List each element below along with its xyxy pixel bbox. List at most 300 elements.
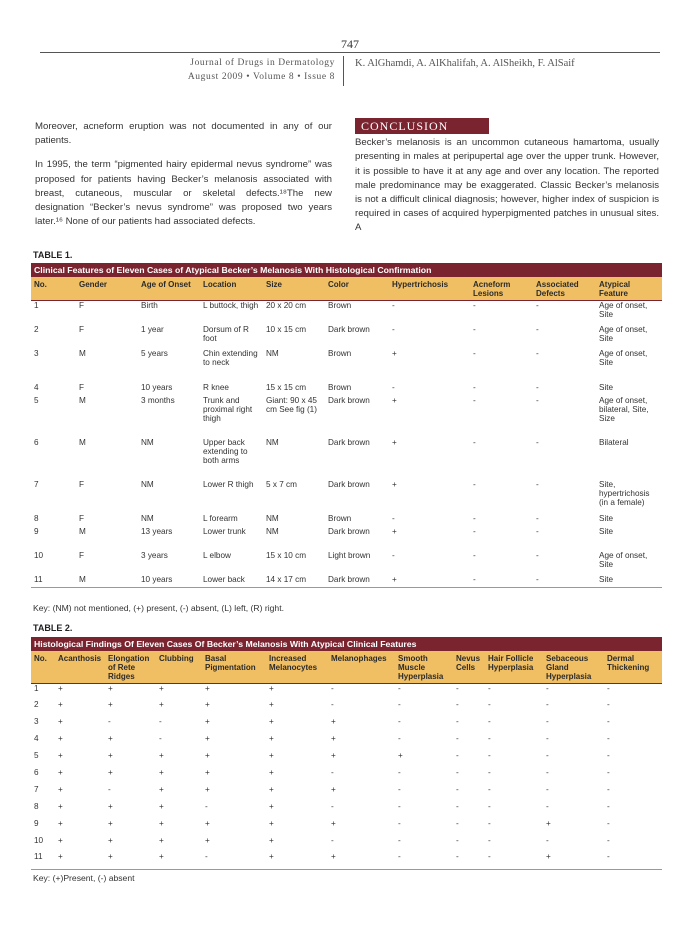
table-cell: - (456, 818, 459, 828)
table-cell: + (331, 818, 336, 828)
table2-label: TABLE 2. (33, 623, 73, 633)
table-cell: + (58, 818, 63, 828)
table-cell: - (392, 513, 395, 523)
table-cell: Trunk and proximal right thigh (203, 395, 253, 423)
table-cell: + (269, 734, 274, 744)
table-cell: + (546, 818, 551, 828)
table-cell: - (607, 717, 610, 727)
table-cell: - (546, 835, 549, 845)
table-cell: + (108, 767, 113, 777)
table-cell: - (546, 700, 549, 710)
table-row (31, 396, 662, 438)
table-cell: Site, hypertrichosis (in a female) (599, 479, 650, 507)
table-cell: 15 x 15 cm (266, 382, 307, 392)
table-cell: 10 x 15 cm (266, 324, 307, 334)
table-cell: 9 (34, 526, 39, 536)
table-cell: + (156, 852, 202, 869)
table-cell: - (536, 348, 539, 358)
table-cell: - (398, 784, 401, 794)
table-cell: + (55, 852, 105, 869)
table1-header-row (31, 277, 662, 301)
table-cell: + (392, 348, 397, 358)
table-cell: + (392, 437, 397, 447)
table-cell: F (79, 301, 85, 310)
table-cell: - (546, 784, 549, 794)
table-cell: Age of onset, bilateral, Site, Size (599, 395, 649, 423)
table-cell: + (269, 717, 274, 727)
table-cell: NM (266, 437, 279, 447)
table-cell: - (607, 784, 610, 794)
table-cell: - (607, 835, 610, 845)
table-cell: + (266, 852, 328, 869)
column-header: Increased Melanocytes (266, 651, 328, 684)
table-row (31, 836, 662, 853)
table-cell: M (79, 437, 86, 447)
table-cell: Age of onset, Site (599, 550, 648, 569)
table-cell: - (473, 382, 476, 392)
table-cell: 2 (34, 700, 39, 710)
table-cell: NM (141, 479, 154, 489)
table-cell: 6 (34, 767, 39, 777)
table-cell: + (58, 734, 63, 744)
table-cell: - (456, 734, 459, 744)
table-cell: NM (266, 526, 279, 536)
table-cell: Chin extending to neck (203, 348, 258, 367)
table-cell: + (269, 801, 274, 811)
table-cell: - (536, 301, 539, 310)
table-cell: 10 (34, 835, 44, 845)
table-cell: - (473, 550, 476, 560)
table-cell: 10 years (138, 575, 200, 588)
left-column (35, 120, 332, 239)
column-header: Age of Onset (138, 277, 200, 301)
table1 (31, 263, 662, 588)
column-header: Associated Defects (533, 277, 596, 301)
table-cell: - (473, 526, 476, 536)
table-cell: - (488, 784, 491, 794)
table-cell: - (607, 751, 610, 761)
table-cell: - (456, 767, 459, 777)
table-cell: + (58, 751, 63, 761)
table-row (31, 575, 662, 588)
table-cell: - (546, 717, 549, 727)
table-cell: - (536, 382, 539, 392)
table-cell: Brown (328, 348, 352, 358)
table-row (31, 301, 662, 325)
table-cell: 5 (34, 751, 39, 761)
table-cell: - (488, 801, 491, 811)
table-cell: - (546, 767, 549, 777)
table-cell: + (398, 751, 403, 761)
table-cell: Lower trunk (203, 526, 246, 536)
table-cell: - (331, 801, 334, 811)
column-header: Smooth Muscle Hyperplasia (395, 651, 453, 684)
header-rule (40, 52, 660, 53)
table-cell: + (205, 684, 210, 693)
table-cell: + (205, 751, 210, 761)
table-cell: + (58, 835, 63, 845)
table-cell: L elbow (203, 550, 231, 560)
table-cell: + (392, 479, 397, 489)
column-header: No. (31, 277, 76, 301)
table-row (31, 325, 662, 349)
column-header: Dermal Thickening (604, 651, 662, 684)
table-cell: - (473, 348, 476, 358)
table-cell: - (536, 513, 539, 523)
table-cell: 3 months (141, 395, 175, 405)
table-cell: 4 (34, 382, 39, 392)
table-cell: + (58, 801, 63, 811)
table-cell: M (79, 348, 86, 358)
table-cell: - (392, 550, 395, 560)
table-cell: Brown (328, 382, 352, 392)
table-cell: - (398, 767, 401, 777)
column-header: Gender (76, 277, 138, 301)
table-cell: - (604, 852, 662, 869)
table-cell: L forearm (203, 513, 238, 523)
table-cell: - (488, 835, 491, 845)
column-header: Color (325, 277, 389, 301)
table-cell: + (331, 784, 336, 794)
table-cell: 20 x 20 cm (266, 301, 307, 310)
table-cell: - (488, 818, 491, 828)
table-cell: - (473, 395, 476, 405)
table-cell: + (331, 734, 336, 744)
table-cell: - (456, 717, 459, 727)
table-cell: + (108, 700, 113, 710)
table-cell: - (533, 575, 596, 588)
table-cell: + (205, 835, 210, 845)
table-cell: + (159, 767, 164, 777)
table-cell: Dark brown (328, 395, 370, 405)
table-cell: - (395, 852, 453, 869)
table-row (31, 751, 662, 768)
conclusion-paragraph: Becker’s melanosis is an uncommon cutaneous hamartoma, usually presenting in males at peripupertal age over the upper trunk. However, it is possible to have it at any age and over any location. The reported male predominance may be exaggerated. Classic Becker’s melanosis is not a difficult clinical diagnosis; however, higher index of suspicion is required in cases of acquired hyperpigmented patches in unusual sites. A (355, 137, 659, 234)
table-row (31, 514, 662, 527)
table-cell: F (79, 550, 85, 560)
conclusion-heading: CONCLUSION (355, 118, 489, 134)
table-row (31, 700, 662, 717)
table-cell: - (470, 575, 533, 588)
table-cell: + (205, 767, 210, 777)
table-cell: + (392, 395, 397, 405)
table-cell: 14 x 17 cm (263, 575, 325, 588)
table-cell: 11 (31, 575, 76, 588)
table-cell: Dark brown (328, 437, 370, 447)
table-cell: 7 (34, 479, 39, 489)
table-cell: Bilateral (599, 437, 629, 447)
table-cell: - (108, 784, 111, 794)
body-paragraph: In 1995, the term “pigmented hairy epidermal nevus syndrome” was proposed for patients having Becker’s melanosis associated with breast, cutaneous, muscular or skeletal defects.¹⁸The new designation “Becker’s nevus syndrome” was proposed two years later.¹⁶ None of our patients had associated defects. (35, 159, 332, 228)
table-cell: - (456, 801, 459, 811)
table-cell: - (392, 301, 395, 310)
table-cell: M (79, 395, 86, 405)
table-cell: - (473, 437, 476, 447)
column-header: Location (200, 277, 263, 301)
table-cell: + (328, 852, 395, 869)
table-cell: - (392, 382, 395, 392)
table-cell: Giant: 90 x 45 cm See fig (1) (266, 395, 317, 414)
table-cell: - (392, 324, 395, 334)
table-cell: R knee (203, 382, 229, 392)
table-cell: Lower back (200, 575, 263, 588)
table-cell: - (331, 835, 334, 845)
table-cell: - (331, 767, 334, 777)
table-cell: F (79, 324, 85, 334)
table-cell: - (607, 818, 610, 828)
table-cell: - (159, 734, 162, 744)
table-cell: - (205, 801, 208, 811)
table-cell: - (488, 717, 491, 727)
table1-grid (31, 277, 662, 588)
table-cell: 1 year (141, 324, 164, 334)
table-cell: Site (599, 513, 614, 523)
table-cell: + (159, 700, 164, 710)
table-cell: Birth (141, 301, 158, 310)
table-cell: 1 (34, 684, 39, 693)
table-row (31, 852, 662, 869)
column-header: Sebaceous Gland Hyperplasia (543, 651, 604, 684)
table-cell: Upper back extending to both arms (203, 437, 248, 465)
table-cell: 2 (34, 324, 39, 334)
table-cell: - (488, 684, 491, 693)
table-cell: + (108, 801, 113, 811)
table-cell: 15 x 10 cm (266, 550, 307, 560)
table-cell: - (456, 784, 459, 794)
table-cell: - (456, 751, 459, 761)
column-header: Elongation of Rete Ridges (105, 651, 156, 684)
column-header: Basal Pigmentation (202, 651, 266, 684)
table-cell: + (269, 784, 274, 794)
table-cell: + (58, 767, 63, 777)
table-row (31, 383, 662, 396)
table-cell: + (389, 575, 470, 588)
table-cell: + (159, 801, 164, 811)
column-header: Acanthosis (55, 651, 105, 684)
table-cell: - (607, 767, 610, 777)
table-cell: + (159, 835, 164, 845)
table-cell: NM (141, 513, 154, 523)
table-cell: - (536, 437, 539, 447)
table-cell: + (269, 700, 274, 710)
table-cell: - (398, 835, 401, 845)
column-header: No. (31, 651, 55, 684)
table1-caption: Clinical Features of Eleven Cases of Atypical Becker’s Melanosis With Histological Confirmation (31, 263, 662, 277)
table-cell: + (205, 818, 210, 828)
table-cell: - (398, 818, 401, 828)
table-cell: + (205, 784, 210, 794)
column-header: Hair Follicle Hyperplasia (485, 651, 543, 684)
table-cell: - (546, 734, 549, 744)
table-cell: + (269, 818, 274, 828)
table-row (31, 349, 662, 383)
table-row (31, 527, 662, 551)
header-divider (343, 56, 344, 86)
table-cell: 9 (34, 818, 39, 828)
table-cell: - (546, 801, 549, 811)
table-cell: - (536, 395, 539, 405)
table-cell: Light brown (328, 550, 371, 560)
table-cell: 6 (34, 437, 39, 447)
column-header: Acneform Lesions (470, 277, 533, 301)
table-cell: + (58, 684, 63, 693)
table-cell: 10 (34, 550, 44, 560)
table-cell: 8 (34, 801, 39, 811)
table-cell: - (108, 717, 111, 727)
page-number: 747 (341, 37, 359, 51)
table-cell: + (108, 835, 113, 845)
table-row (31, 551, 662, 575)
table-cell: 3 years (141, 550, 168, 560)
table-cell: 13 years (141, 526, 173, 536)
table-cell: - (331, 684, 334, 693)
table-row (31, 480, 662, 514)
table-cell: - (488, 700, 491, 710)
table-row (31, 438, 662, 480)
table-row (31, 819, 662, 836)
column-header: Melanophages (328, 651, 395, 684)
table-cell: - (607, 801, 610, 811)
table-cell: M (79, 526, 86, 536)
table-cell: F (79, 479, 85, 489)
table-cell: + (543, 852, 604, 869)
table-cell: 8 (34, 513, 39, 523)
table-cell: - (536, 479, 539, 489)
table-cell: - (536, 526, 539, 536)
table-cell: + (331, 717, 336, 727)
table-cell: - (202, 852, 266, 869)
table-cell: + (269, 835, 274, 845)
table-cell: 11 (31, 852, 55, 869)
table-cell: + (159, 818, 164, 828)
column-header: Clubbing (156, 651, 202, 684)
table2-grid (31, 651, 662, 870)
table-cell: F (79, 513, 85, 523)
table-cell: - (485, 852, 543, 869)
table-cell: + (105, 852, 156, 869)
body-paragraph: Moreover, acneform eruption was not documented in any of our patients. (35, 121, 332, 147)
table2-key: Key: (+)Present, (-) absent (33, 873, 135, 883)
table-cell: Dark brown (325, 575, 389, 588)
table-cell: - (546, 751, 549, 761)
table-cell: M (76, 575, 138, 588)
table-cell: - (159, 717, 162, 727)
table-cell: Dorsum of R foot (203, 324, 249, 343)
table-cell: 3 (34, 348, 39, 358)
table-cell: + (108, 684, 113, 693)
table-cell: - (546, 684, 549, 693)
table-cell: NM (266, 513, 279, 523)
table-cell: - (607, 734, 610, 744)
table2-header-row (31, 651, 662, 684)
table-cell: - (473, 324, 476, 334)
table-cell: - (473, 479, 476, 489)
table-cell: Brown (328, 301, 352, 310)
table-cell: + (58, 784, 63, 794)
table-cell: 3 (34, 717, 39, 727)
table-row (31, 684, 662, 701)
journal-title (130, 56, 335, 84)
table-cell: + (205, 717, 210, 727)
table-cell: + (108, 818, 113, 828)
table-row (31, 734, 662, 751)
table-cell: + (392, 526, 397, 536)
table-cell: 7 (34, 784, 39, 794)
table2 (31, 637, 662, 870)
table-cell: 5 years (141, 348, 168, 358)
table-cell: - (536, 324, 539, 334)
table-cell: Dark brown (328, 479, 370, 489)
table-cell: - (456, 835, 459, 845)
table-cell: - (398, 801, 401, 811)
table-cell: + (269, 767, 274, 777)
table-row (31, 785, 662, 802)
column-header: Hypertrichosis (389, 277, 470, 301)
table-cell: L buttock, thigh (203, 301, 259, 310)
table-cell: 5 x 7 cm (266, 479, 297, 489)
journal-issue: August 2009 • Volume 8 • Issue 8 (187, 72, 335, 82)
table-cell: + (58, 717, 63, 727)
table-cell: - (488, 751, 491, 761)
table-cell: + (331, 751, 336, 761)
table-cell: - (607, 700, 610, 710)
table-cell: 5 (34, 395, 39, 405)
table-cell: F (79, 382, 85, 392)
table-cell: - (398, 684, 401, 693)
table-cell: NM (266, 348, 279, 358)
table-cell: - (488, 767, 491, 777)
table-cell: + (159, 784, 164, 794)
table-cell: - (456, 700, 459, 710)
table-cell: 1 (34, 301, 39, 310)
table-cell: + (108, 751, 113, 761)
table-row (31, 768, 662, 785)
table-cell: Dark brown (328, 324, 370, 334)
table-cell: + (269, 684, 274, 693)
table-cell: - (398, 734, 401, 744)
column-header: Atypical Feature (596, 277, 662, 301)
table1-label: TABLE 1. (33, 250, 73, 260)
table-cell: Site (596, 575, 662, 588)
table-cell: Brown (328, 513, 352, 523)
table-cell: - (398, 700, 401, 710)
table-cell: + (108, 734, 113, 744)
table-cell: + (205, 734, 210, 744)
author-list: K. AlGhamdi, A. AlKhalifah, A. AlSheikh, F. AlSaif (355, 58, 575, 69)
table-cell: - (398, 717, 401, 727)
table-cell: + (159, 684, 164, 693)
table-cell: - (456, 684, 459, 693)
table-cell: 10 years (141, 382, 173, 392)
table-cell: + (205, 700, 210, 710)
table-cell: Site (599, 526, 614, 536)
table-cell: + (159, 751, 164, 761)
table-cell: Lower R thigh (203, 479, 254, 489)
right-column (355, 118, 659, 246)
table-cell: Site (599, 382, 614, 392)
table-cell: Age of onset, Site (599, 348, 648, 367)
table-cell: Age of onset, Site (599, 301, 648, 320)
table-cell: + (58, 700, 63, 710)
table-cell: 4 (34, 734, 39, 744)
table2-caption: Histological Findings Of Eleven Cases Of Becker’s Melanosis With Atypical Clinical Features (31, 637, 662, 651)
table-row (31, 717, 662, 734)
table-cell: - (473, 513, 476, 523)
table-cell: Age of onset, Site (599, 324, 648, 343)
table-cell: Dark brown (328, 526, 370, 536)
table-cell: - (488, 734, 491, 744)
table-cell: - (607, 684, 610, 693)
